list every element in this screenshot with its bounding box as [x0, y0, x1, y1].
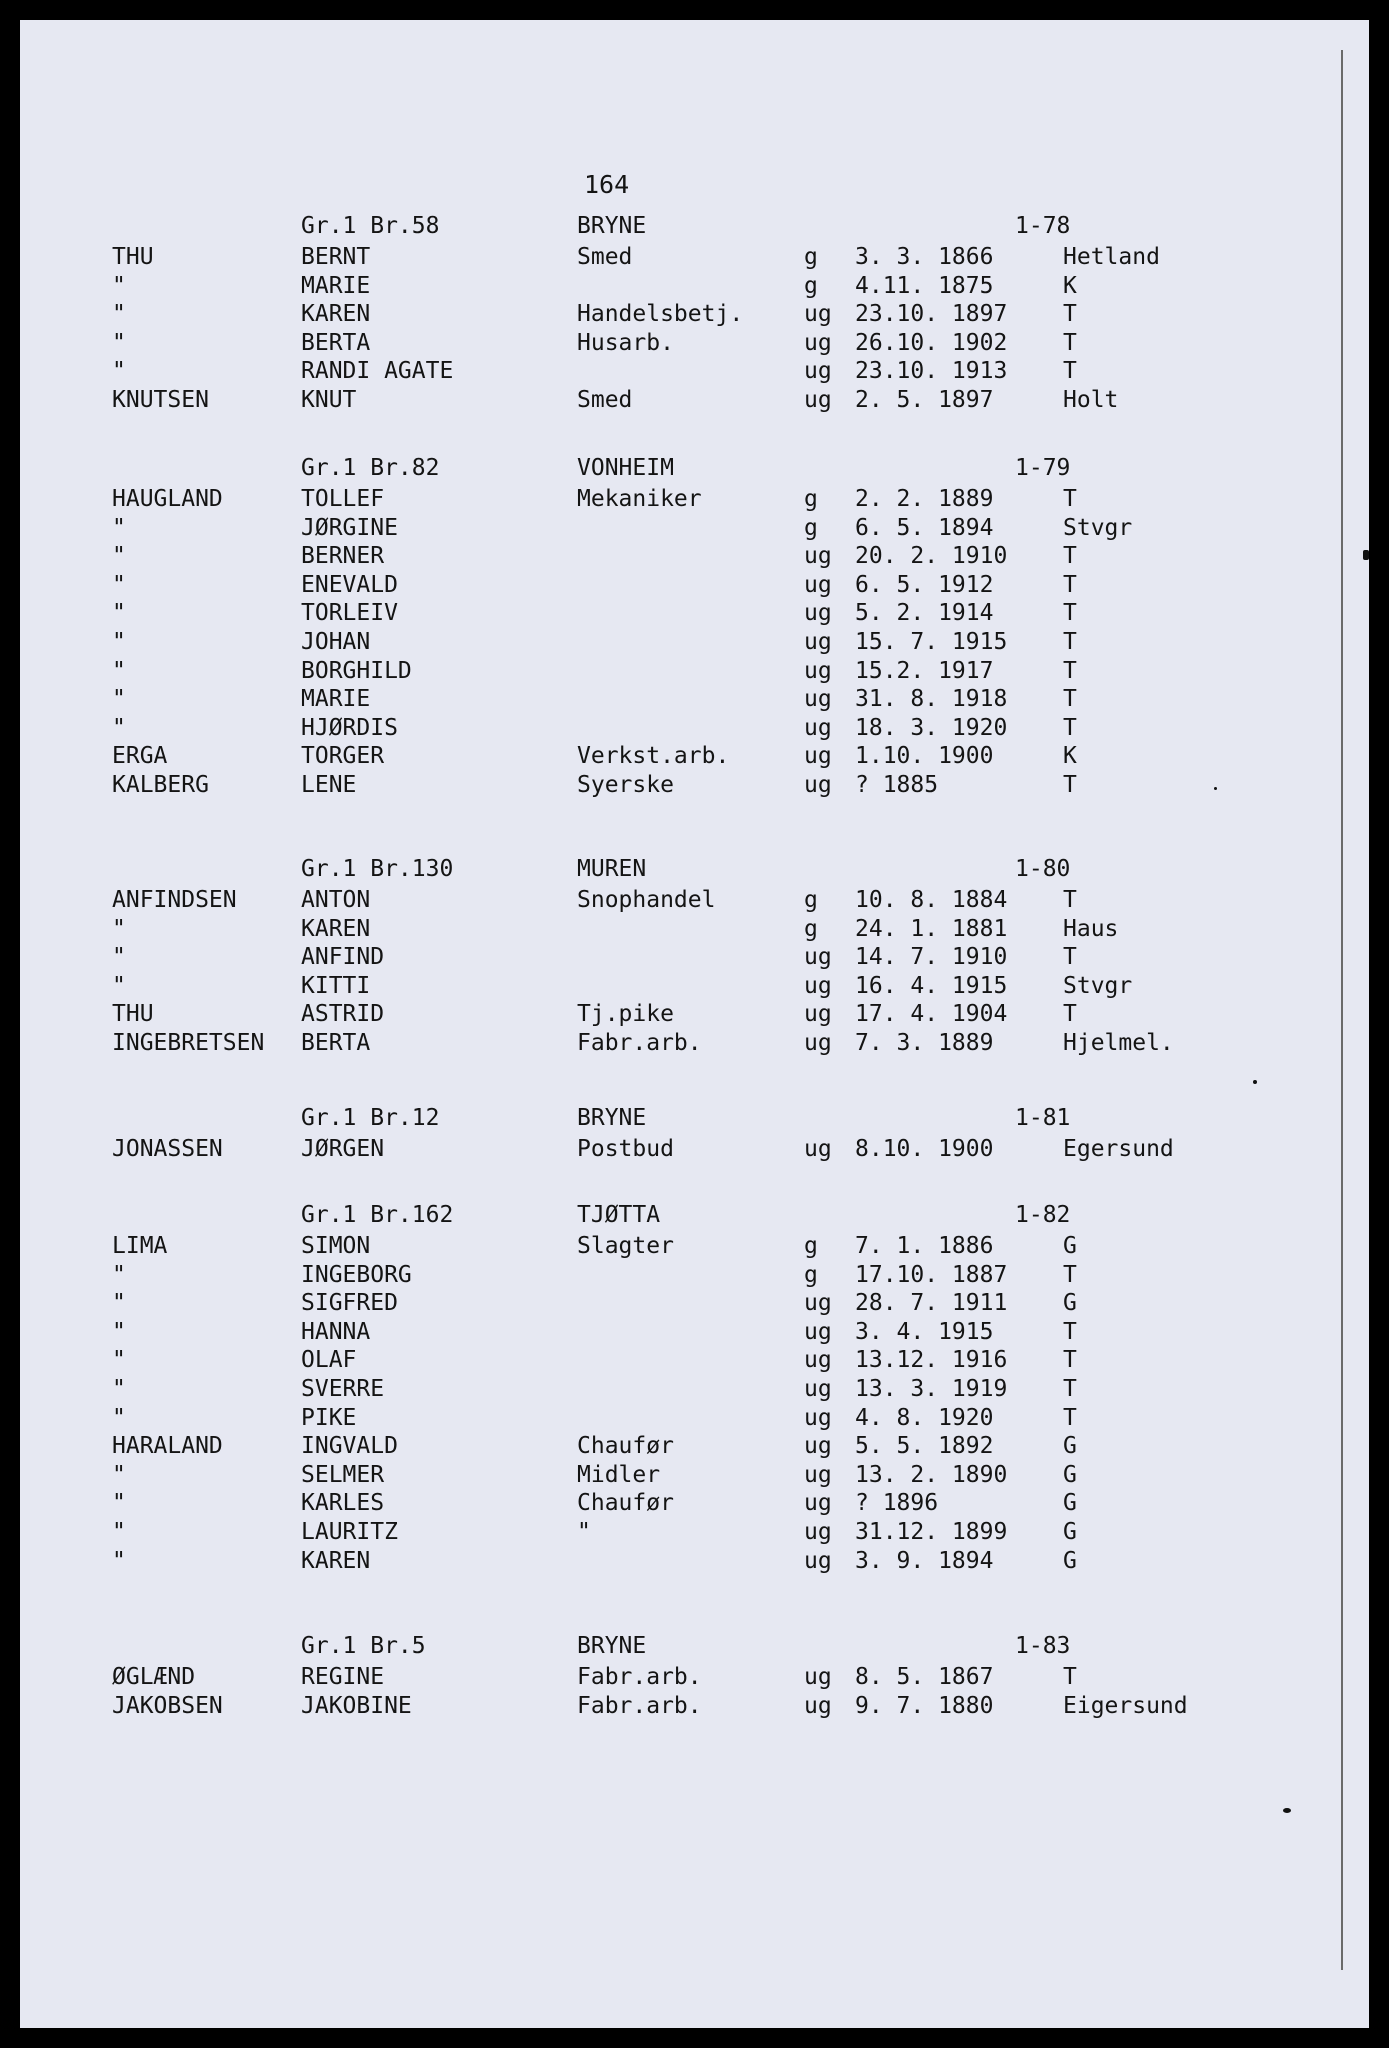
status-cell: ug — [804, 600, 832, 627]
date-cell: 7. 3. 1889 — [855, 1029, 994, 1056]
date-cell: 8.10. 1900 — [855, 1136, 994, 1162]
origin-cell: Haus — [1063, 915, 1119, 942]
given-cell: LAURITZ — [301, 1518, 398, 1545]
person-row — [20, 1547, 1369, 1576]
date-cell: 8. 5. 1867 — [855, 1664, 994, 1690]
date-cell: 26.10. 1902 — [855, 329, 1008, 356]
person-row — [20, 1346, 1369, 1375]
person-row — [20, 714, 1369, 743]
status-cell: ug — [804, 1518, 832, 1545]
date-cell: 5. 5. 1892 — [855, 1433, 994, 1460]
surname-cell: JONASSEN — [112, 1136, 223, 1162]
register-section — [20, 1105, 1369, 1164]
surname-cell: " — [112, 358, 126, 385]
occupation-cell: Smed — [577, 386, 633, 413]
person-row — [20, 1432, 1369, 1461]
surname-cell: KNUTSEN — [112, 386, 209, 413]
status-cell: ug — [804, 1433, 832, 1460]
surname-cell: INGEBRETSEN — [112, 1029, 265, 1056]
origin-cell: T — [1063, 1261, 1077, 1288]
origin-cell: T — [1063, 628, 1077, 655]
given-cell: JOHAN — [301, 628, 371, 655]
occupation-cell: Smed — [577, 244, 633, 270]
status-cell: g — [804, 1261, 818, 1288]
person-row — [20, 1663, 1369, 1692]
occupation-cell: Chaufør — [577, 1433, 674, 1460]
date-cell: 5. 2. 1914 — [855, 600, 994, 627]
origin-cell: T — [1063, 1318, 1077, 1345]
date-cell: 9. 7. 1880 — [855, 1692, 994, 1719]
page-number: 164 — [584, 170, 630, 199]
surname-cell: KALBERG — [112, 771, 209, 798]
status-cell: ug — [804, 1692, 832, 1719]
origin-cell: Egersund — [1063, 1136, 1174, 1162]
occupation-cell: Fabr.arb. — [577, 1664, 702, 1690]
date-cell: 4. 8. 1920 — [855, 1404, 994, 1431]
date-cell: 4.11. 1875 — [855, 272, 994, 299]
surname-cell: " — [112, 1261, 126, 1288]
status-cell: ug — [804, 1318, 832, 1345]
status-cell: g — [804, 915, 818, 942]
status-cell: ug — [804, 1029, 832, 1056]
origin-cell: T — [1063, 329, 1077, 356]
given-cell: BORGHILD — [301, 657, 412, 684]
surname-cell: " — [112, 600, 126, 627]
given-cell: TORGER — [301, 743, 385, 770]
origin-cell: T — [1063, 1347, 1077, 1374]
surname-cell: ANFINDSEN — [112, 887, 237, 913]
origin-cell: G — [1063, 1490, 1077, 1517]
status-cell: ug — [804, 686, 832, 713]
occupation-cell: Handelsbetj. — [577, 301, 744, 328]
status-cell: g — [804, 272, 818, 299]
given-cell: BERTA — [301, 329, 371, 356]
status-cell: ug — [804, 1547, 832, 1574]
surname-cell: " — [112, 1375, 126, 1402]
date-cell: 17.10. 1887 — [855, 1261, 1008, 1288]
status-cell: ug — [804, 301, 832, 328]
surname-cell: " — [112, 571, 126, 598]
person-row — [20, 915, 1369, 944]
register-section — [20, 455, 1369, 800]
origin-cell: Stvgr — [1063, 514, 1133, 541]
status-cell: ug — [804, 571, 832, 598]
origin-cell: G — [1063, 1433, 1077, 1460]
date-cell: 10. 8. 1884 — [855, 887, 1008, 913]
origin-cell: T — [1063, 1001, 1077, 1028]
given-cell: REGINE — [301, 1664, 385, 1690]
person-row — [20, 1461, 1369, 1490]
status-cell: g — [804, 1233, 818, 1259]
given-cell: KNUT — [301, 386, 357, 413]
person-row — [20, 485, 1369, 514]
origin-cell: T — [1063, 714, 1077, 741]
occupation-cell: Husarb. — [577, 329, 674, 356]
surname-cell: THU — [112, 1001, 154, 1028]
section-header — [20, 213, 1369, 243]
given-cell: SVERRE — [301, 1375, 385, 1402]
record-code: 1-81 — [1015, 1105, 1071, 1131]
person-row — [20, 771, 1369, 800]
surname-cell: " — [112, 686, 126, 713]
date-cell: 6. 5. 1894 — [855, 514, 994, 541]
person-row — [20, 943, 1369, 972]
status-cell: ug — [804, 1347, 832, 1374]
given-cell: BERNT — [301, 244, 371, 270]
given-cell: SIMON — [301, 1233, 371, 1259]
date-cell: ? 1885 — [855, 771, 939, 798]
person-row — [20, 514, 1369, 543]
person-row — [20, 628, 1369, 657]
surname-cell: HARALAND — [112, 1433, 223, 1460]
date-cell: 23.10. 1913 — [855, 358, 1008, 385]
origin-cell: K — [1063, 272, 1077, 299]
surname-cell: " — [112, 1347, 126, 1374]
surname-cell: JAKOBSEN — [112, 1692, 223, 1719]
stray-dot — [1253, 1080, 1257, 1084]
date-cell: 16. 4. 1915 — [855, 972, 1008, 999]
person-row — [20, 972, 1369, 1001]
date-cell: 1.10. 1900 — [855, 743, 994, 770]
occupation-cell: Mekaniker — [577, 486, 702, 512]
person-row — [20, 1692, 1369, 1721]
date-cell: 15.2. 1917 — [855, 657, 994, 684]
section-header — [20, 1633, 1369, 1663]
stray-dot — [1214, 787, 1217, 790]
status-cell: ug — [804, 1136, 832, 1162]
person-row — [20, 1000, 1369, 1029]
person-row — [20, 542, 1369, 571]
register-section — [20, 213, 1369, 415]
date-cell: 28. 7. 1911 — [855, 1290, 1008, 1317]
date-cell: 7. 1. 1886 — [855, 1233, 994, 1259]
status-cell: ug — [804, 543, 832, 570]
person-row — [20, 657, 1369, 686]
person-row — [20, 571, 1369, 600]
origin-cell: T — [1063, 771, 1077, 798]
place-name: MUREN — [577, 856, 647, 882]
origin-cell: T — [1063, 600, 1077, 627]
date-cell: 13. 3. 1919 — [855, 1375, 1008, 1402]
section-header — [20, 856, 1369, 886]
surname-cell: " — [112, 1518, 126, 1545]
status-cell: ug — [804, 771, 832, 798]
origin-cell: Eigersund — [1063, 1692, 1188, 1719]
origin-cell: T — [1063, 686, 1077, 713]
given-cell: JØRGEN — [301, 1136, 385, 1162]
surname-cell: " — [112, 1461, 126, 1488]
given-cell: MARIE — [301, 686, 371, 713]
given-cell: SIGFRED — [301, 1290, 398, 1317]
given-cell: LENE — [301, 771, 357, 798]
surname-cell: " — [112, 972, 126, 999]
given-cell: PIKE — [301, 1404, 357, 1431]
status-cell: ug — [804, 944, 832, 971]
occupation-cell: Midler — [577, 1461, 661, 1488]
date-cell: 3. 9. 1894 — [855, 1547, 994, 1574]
person-row — [20, 1232, 1369, 1261]
given-cell: INGEBORG — [301, 1261, 412, 1288]
person-row — [20, 1289, 1369, 1318]
status-cell: g — [804, 887, 818, 913]
occupation-cell: Fabr.arb. — [577, 1692, 702, 1719]
status-cell: ug — [804, 358, 832, 385]
surname-cell: " — [112, 543, 126, 570]
occupation-cell: " — [577, 1518, 591, 1545]
origin-cell: T — [1063, 657, 1077, 684]
section-header — [20, 1202, 1369, 1232]
surname-cell: " — [112, 514, 126, 541]
given-cell: ANFIND — [301, 944, 385, 971]
status-cell: ug — [804, 1664, 832, 1690]
given-cell: ENEVALD — [301, 571, 398, 598]
status-cell: ug — [804, 386, 832, 413]
surname-cell: " — [112, 1404, 126, 1431]
origin-cell: G — [1063, 1547, 1077, 1574]
origin-cell: T — [1063, 358, 1077, 385]
origin-cell: G — [1063, 1518, 1077, 1545]
surname-cell: " — [112, 657, 126, 684]
surname-cell: " — [112, 329, 126, 356]
person-row — [20, 1404, 1369, 1433]
given-cell: TOLLEF — [301, 486, 385, 512]
origin-cell: T — [1063, 944, 1077, 971]
person-row — [20, 1375, 1369, 1404]
given-cell: KAREN — [301, 301, 371, 328]
given-cell: KITTI — [301, 972, 371, 999]
status-cell: ug — [804, 1404, 832, 1431]
occupation-cell: Snophandel — [577, 887, 716, 913]
date-cell: 13.12. 1916 — [855, 1347, 1008, 1374]
status-cell: ug — [804, 972, 832, 999]
given-cell: HANNA — [301, 1318, 371, 1345]
origin-cell: T — [1063, 1664, 1077, 1690]
person-row — [20, 1489, 1369, 1518]
given-cell: RANDI AGATE — [301, 358, 454, 385]
person-row — [20, 243, 1369, 272]
section-header — [20, 1105, 1369, 1135]
person-row — [20, 272, 1369, 301]
given-cell: BERTA — [301, 1029, 371, 1056]
date-cell: 13. 2. 1890 — [855, 1461, 1008, 1488]
record-code: 1-80 — [1015, 856, 1071, 882]
record-code: 1-83 — [1015, 1633, 1071, 1659]
person-row — [20, 599, 1369, 628]
status-cell: ug — [804, 1001, 832, 1028]
status-cell: ug — [804, 1490, 832, 1517]
register-section — [20, 1202, 1369, 1575]
surname-cell: ØGLÆND — [112, 1664, 196, 1690]
person-row — [20, 300, 1369, 329]
surname-cell: " — [112, 1290, 126, 1317]
date-cell: 17. 4. 1904 — [855, 1001, 1008, 1028]
given-cell: JAKOBINE — [301, 1692, 412, 1719]
stray-mark — [1283, 1808, 1291, 1813]
given-cell: ANTON — [301, 887, 371, 913]
origin-cell: T — [1063, 1404, 1077, 1431]
date-cell: 3. 3. 1866 — [855, 244, 994, 270]
occupation-cell: Slagter — [577, 1233, 674, 1259]
date-cell: 6. 5. 1912 — [855, 571, 994, 598]
place-name: BRYNE — [577, 213, 647, 239]
person-row — [20, 357, 1369, 386]
surname-cell: " — [112, 1490, 126, 1517]
group-label: Gr.1 Br.12 — [301, 1105, 440, 1131]
person-row — [20, 1518, 1369, 1547]
given-cell: JØRGINE — [301, 514, 398, 541]
occupation-cell: Chaufør — [577, 1490, 674, 1517]
person-row — [20, 1029, 1369, 1058]
status-cell: g — [804, 244, 818, 270]
given-cell: INGVALD — [301, 1433, 398, 1460]
origin-cell: T — [1063, 486, 1077, 512]
status-cell: g — [804, 486, 818, 512]
group-label: Gr.1 Br.82 — [301, 455, 440, 481]
place-name: TJØTTA — [577, 1202, 661, 1228]
record-code: 1-82 — [1015, 1202, 1071, 1228]
origin-cell: G — [1063, 1233, 1077, 1259]
origin-cell: G — [1063, 1461, 1077, 1488]
status-cell: ug — [804, 1290, 832, 1317]
surname-cell: " — [112, 1318, 126, 1345]
document-page — [20, 20, 1369, 2028]
given-cell: KARLES — [301, 1490, 385, 1517]
place-name: VONHEIM — [577, 455, 674, 481]
given-cell: HJØRDIS — [301, 714, 398, 741]
group-label: Gr.1 Br.162 — [301, 1202, 454, 1228]
person-row — [20, 1318, 1369, 1347]
given-cell: OLAF — [301, 1347, 357, 1374]
person-row — [20, 1261, 1369, 1290]
origin-cell: T — [1063, 301, 1077, 328]
surname-cell: ERGA — [112, 743, 168, 770]
origin-cell: T — [1063, 543, 1077, 570]
occupation-cell: Fabr.arb. — [577, 1029, 702, 1056]
given-cell: TORLEIV — [301, 600, 398, 627]
group-label: Gr.1 Br.130 — [301, 856, 454, 882]
surname-cell: " — [112, 301, 126, 328]
origin-cell: Holt — [1063, 386, 1119, 413]
place-name: BRYNE — [577, 1633, 647, 1659]
status-cell: ug — [804, 743, 832, 770]
stray-mark — [1363, 550, 1369, 560]
given-cell: KAREN — [301, 1547, 371, 1574]
given-cell: BERNER — [301, 543, 385, 570]
origin-cell: Hetland — [1063, 244, 1160, 270]
surname-cell: HAUGLAND — [112, 486, 223, 512]
status-cell: ug — [804, 329, 832, 356]
origin-cell: T — [1063, 571, 1077, 598]
status-cell: ug — [804, 714, 832, 741]
date-cell: ? 1896 — [855, 1490, 939, 1517]
given-cell: MARIE — [301, 272, 371, 299]
surname-cell: " — [112, 915, 126, 942]
origin-cell: T — [1063, 1375, 1077, 1402]
status-cell: ug — [804, 1461, 832, 1488]
date-cell: 24. 1. 1881 — [855, 915, 1008, 942]
date-cell: 14. 7. 1910 — [855, 944, 1008, 971]
occupation-cell: Syerske — [577, 771, 674, 798]
date-cell: 15. 7. 1915 — [855, 628, 1008, 655]
date-cell: 18. 3. 1920 — [855, 714, 1008, 741]
origin-cell: K — [1063, 743, 1077, 770]
person-row — [20, 685, 1369, 714]
date-cell: 3. 4. 1915 — [855, 1318, 994, 1345]
status-cell: ug — [804, 1375, 832, 1402]
date-cell: 2. 2. 1889 — [855, 486, 994, 512]
record-code: 1-79 — [1015, 455, 1071, 481]
origin-cell: Stvgr — [1063, 972, 1133, 999]
record-code: 1-78 — [1015, 213, 1071, 239]
date-cell: 23.10. 1897 — [855, 301, 1008, 328]
person-row — [20, 1135, 1369, 1164]
date-cell: 20. 2. 1910 — [855, 543, 1008, 570]
surname-cell: " — [112, 944, 126, 971]
occupation-cell: Tj.pike — [577, 1001, 674, 1028]
surname-cell: LIMA — [112, 1233, 168, 1259]
surname-cell: " — [112, 1547, 126, 1574]
register-section — [20, 1633, 1369, 1720]
person-row — [20, 386, 1369, 415]
origin-cell: Hjelmel. — [1063, 1029, 1174, 1056]
date-cell: 2. 5. 1897 — [855, 386, 994, 413]
date-cell: 31. 8. 1918 — [855, 686, 1008, 713]
status-cell: ug — [804, 628, 832, 655]
given-cell: SELMER — [301, 1461, 385, 1488]
status-cell: ug — [804, 657, 832, 684]
given-cell: ASTRID — [301, 1001, 385, 1028]
origin-cell: T — [1063, 887, 1077, 913]
occupation-cell: Postbud — [577, 1136, 674, 1162]
place-name: BRYNE — [577, 1105, 647, 1131]
group-label: Gr.1 Br.58 — [301, 213, 440, 239]
origin-cell: G — [1063, 1290, 1077, 1317]
surname-cell: THU — [112, 244, 154, 270]
date-cell: 31.12. 1899 — [855, 1518, 1008, 1545]
surname-cell: " — [112, 714, 126, 741]
person-row — [20, 886, 1369, 915]
occupation-cell: Verkst.arb. — [577, 743, 730, 770]
surname-cell: " — [112, 272, 126, 299]
register-section — [20, 856, 1369, 1058]
person-row — [20, 329, 1369, 358]
given-cell: KAREN — [301, 915, 371, 942]
surname-cell: " — [112, 628, 126, 655]
person-row — [20, 742, 1369, 771]
status-cell: g — [804, 514, 818, 541]
group-label: Gr.1 Br.5 — [301, 1633, 426, 1659]
section-header — [20, 455, 1369, 485]
